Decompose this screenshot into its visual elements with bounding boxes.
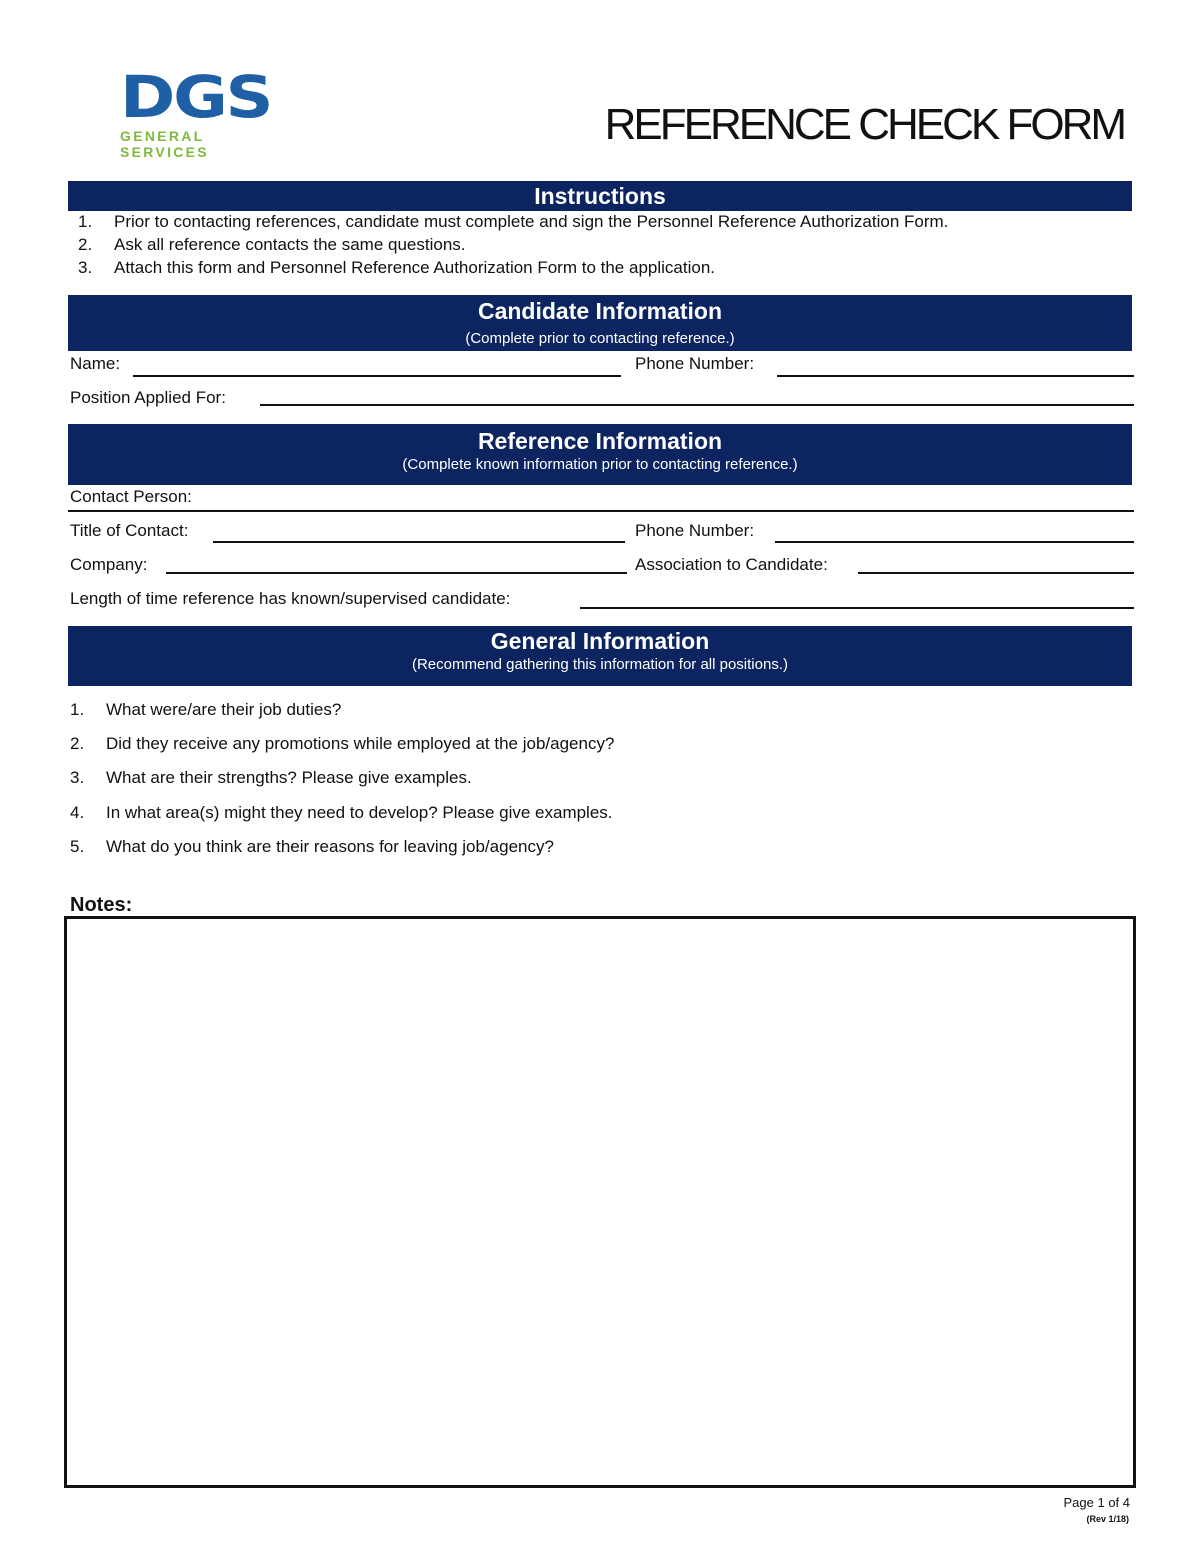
length-field[interactable] (580, 607, 1134, 609)
instruction-number: 3. (78, 258, 93, 277)
instruction-item (78, 212, 948, 232)
dgs-logo (120, 63, 290, 160)
instructions-header: Instructions (534, 183, 666, 209)
question-item (70, 837, 554, 857)
question-number: 4. (70, 803, 85, 822)
general-header: General Information (490, 628, 710, 654)
question-text: Did they receive any promotions while employed at the job/agency? (106, 734, 615, 753)
name-field[interactable] (133, 375, 621, 377)
logo-mark: DGS (120, 63, 272, 131)
question-text: What were/are their job duties? (106, 700, 342, 719)
question-number: 1. (70, 700, 85, 719)
contact-person-field[interactable] (68, 510, 1134, 512)
question-number: 2. (70, 734, 85, 753)
candidate-subheader: (Complete prior to contacting reference.) (465, 330, 735, 347)
association-field[interactable] (858, 572, 1134, 574)
length-label: Length of time reference has known/supervised candidate: (70, 589, 511, 608)
candidate-phone-field[interactable] (777, 375, 1134, 377)
name-label: Name: (70, 354, 121, 373)
reference-subheader: (Complete known information prior to contacting reference.) (402, 456, 798, 473)
instruction-number: 1. (78, 212, 93, 231)
question-item (70, 700, 341, 720)
form-title: REFERENCE CHECK FORM (604, 100, 1124, 149)
logo-subtitle: GENERAL SERVICES (120, 128, 209, 160)
instruction-text: Attach this form and Personnel Reference Authorization Form to the application. (114, 258, 715, 277)
instruction-item (78, 235, 466, 255)
instructions-header-bar (68, 181, 1132, 211)
question-item (70, 803, 613, 823)
question-item (70, 768, 472, 788)
instruction-text: Ask all reference contacts the same questions. (114, 235, 466, 254)
contact-person-label: Contact Person: (70, 487, 192, 506)
question-text: In what area(s) might they need to develop? Please give examples. (106, 803, 613, 822)
question-text: What are their strengths? Please give examples. (106, 768, 472, 787)
question-item (70, 734, 614, 754)
contact-title-label: Title of Contact: (70, 521, 189, 540)
reference-phone-field[interactable] (775, 541, 1134, 543)
reference-header: Reference Information (477, 428, 723, 454)
reference-phone-label: Phone Number: (635, 521, 755, 540)
contact-title-field[interactable] (213, 541, 625, 543)
revision-label: (Rev 1/18) (1086, 1514, 1129, 1524)
candidate-header-bar (68, 295, 1132, 351)
instruction-item (78, 258, 715, 278)
question-number: 3. (70, 768, 85, 787)
notes-box[interactable] (64, 916, 1136, 1488)
instruction-number: 2. (78, 235, 93, 254)
general-header-bar (68, 626, 1132, 686)
question-text: What do you think are their reasons for leaving job/agency? (106, 837, 554, 856)
company-field[interactable] (166, 572, 627, 574)
candidate-phone-label: Phone Number: (635, 354, 755, 373)
company-label: Company: (70, 555, 148, 574)
page-number: Page 1 of 4 (1063, 1495, 1130, 1510)
question-number: 5. (70, 837, 85, 856)
position-field[interactable] (260, 404, 1134, 406)
notes-label: Notes: (70, 894, 133, 916)
instruction-text: Prior to contacting references, candidate must complete and sign the Personnel Reference Authorization Form. (114, 212, 949, 231)
general-subheader: (Recommend gathering this information for all positions.) (411, 656, 788, 673)
reference-header-bar (68, 424, 1132, 485)
association-label: Association to Candidate: (635, 555, 828, 574)
candidate-header: Candidate Information (477, 298, 723, 324)
position-label: Position Applied For: (70, 388, 226, 407)
